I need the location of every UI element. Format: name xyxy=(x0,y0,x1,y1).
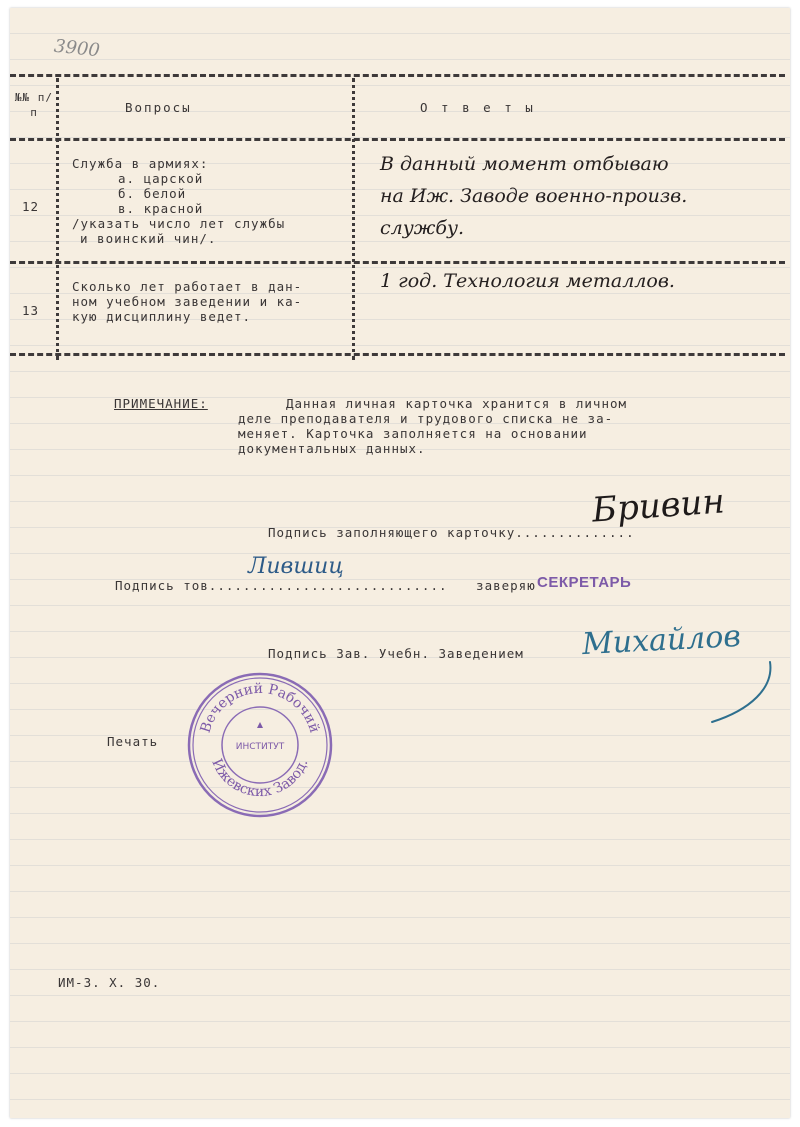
head-signature: Михайлов xyxy=(581,618,742,663)
answer-line: на Иж. Заводе военно-произв. xyxy=(380,185,688,207)
question-line: /указать число лет службы xyxy=(72,216,286,231)
header-question: Вопросы xyxy=(125,100,192,115)
filler-signature-label xyxy=(268,525,635,540)
table-top-border xyxy=(10,74,785,77)
secretary-stamp: СЕКРЕТАРЬ xyxy=(537,574,632,591)
row-13-num: 13 xyxy=(22,303,40,318)
document-page xyxy=(10,8,790,1118)
comrade-signature-line xyxy=(115,578,536,593)
row-12-num: 12 xyxy=(22,199,40,214)
table-header-border xyxy=(10,138,785,141)
filler-signature: Бривин xyxy=(590,481,726,531)
row-13-answer: 1 год. Технология металлов. xyxy=(380,270,675,292)
seal-star-icon xyxy=(257,722,263,728)
note-line: Данная личная карточка хранится в личном xyxy=(286,396,628,411)
question-line: Сколько лет работает в дан- xyxy=(72,279,303,294)
row-12-question xyxy=(72,156,347,246)
question-line: кую дисциплину ведет. xyxy=(72,309,252,324)
header-answer: О т в е т ы xyxy=(420,100,536,115)
filler-dots: .............. xyxy=(515,525,635,540)
filler-label: Подпись заполняющего карточку xyxy=(268,525,516,540)
table-col-divider-2 xyxy=(352,78,355,360)
question-line: в. красной xyxy=(118,201,204,216)
row-12-answer xyxy=(380,148,687,244)
seal-label: Печать xyxy=(107,734,159,749)
svg-text:Ижевских Завод. xyxy=(208,756,311,800)
institute-seal xyxy=(185,670,335,820)
note-line: документальных данных. xyxy=(238,441,426,456)
header-num: №№ п/п xyxy=(14,91,54,119)
question-line: Служба в армиях: xyxy=(72,156,209,171)
form-code: ИМ-3. X. 30. xyxy=(58,975,161,990)
table-bottom-border xyxy=(10,353,785,356)
table-col-divider-1 xyxy=(56,78,59,360)
seal-center-text: ИНСТИТУТ xyxy=(235,742,285,752)
answer-line: В данный момент отбываю xyxy=(380,153,669,175)
signature-flourish xyxy=(700,658,780,738)
seal-text-bottom: Ижевских Завод. xyxy=(208,756,312,801)
question-line: ном учебном заведении и ка- xyxy=(72,294,303,309)
note-label: ПРИМЕЧАНИЕ: xyxy=(114,396,208,411)
note-text xyxy=(238,396,718,456)
question-line: и воинский чин/. xyxy=(80,231,217,246)
archive-number: 3900 xyxy=(53,35,101,62)
comrade-label: Подпись тов. xyxy=(115,578,218,593)
head-signature-label: Подпись Зав. Учебн. Заведением xyxy=(268,646,524,661)
table-row-border xyxy=(10,261,785,264)
seal-text-top: Вечерний Рабочий xyxy=(197,680,323,735)
question-line: а. царской xyxy=(118,171,204,186)
answer-line: службу. xyxy=(380,217,465,239)
comrade-dots: ........................... xyxy=(217,578,448,593)
certify-text: заверяю xyxy=(476,578,536,593)
comrade-name: Лившиц xyxy=(248,554,344,579)
question-line: б. белой xyxy=(118,186,187,201)
note-line: деле преподавателя и трудового списка не за- xyxy=(238,411,614,426)
row-13-question xyxy=(72,279,347,324)
note-line: меняет. Карточка заполняется на основании xyxy=(238,426,588,441)
